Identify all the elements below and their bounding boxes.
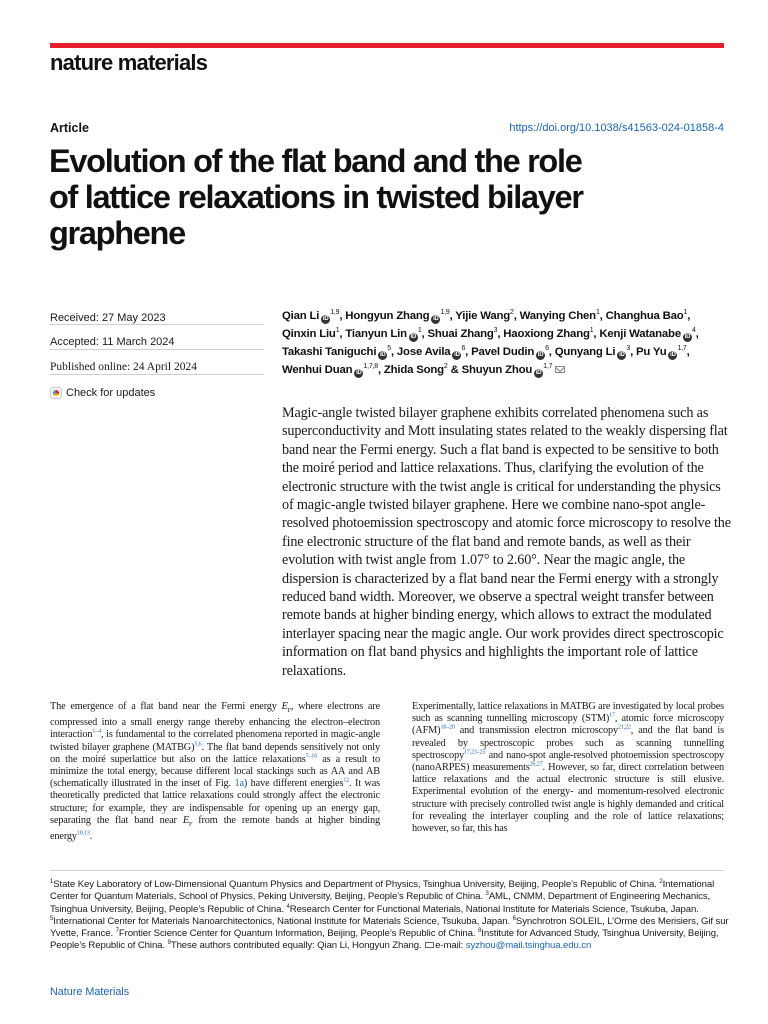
author-name[interactable]: Jose Avila $iD^6$ (396, 345, 466, 358)
author-name[interactable]: Haoxiong Zhang$^1$ (503, 327, 594, 340)
author-name[interactable]: Wanying Chen$^1$ (519, 309, 600, 322)
email-icon (425, 942, 434, 948)
author-name[interactable]: Shuyun Zhou iD$^{1,7}$ (462, 364, 566, 376)
citation-link[interactable]: 18–20 (440, 724, 455, 731)
body-column-left (50, 701, 380, 843)
author-name[interactable]: Zhida Song$^2$ (383, 363, 448, 376)
orcid-icon[interactable]: iD (535, 370, 542, 376)
journal-accent-bar (50, 43, 724, 48)
figure-link[interactable]: 1a (234, 778, 244, 790)
article-type-label: Article (50, 121, 89, 135)
received-date: Received: 27 May 2023 (50, 312, 166, 324)
affiliations-footnote: $^1$State Key Laboratory of Low-Dimensional Quantum Physics and Department of Physics, Tsinghua University, Beijing, People’s Republic of China. $^2$International Center for Quantum Materials, School of Physics, Peking University, Beijing, People’s Republic of China. $^3$AML, CNMM, Department of Engineering Mechanics, Tsinghua University, Beijing, People’s Republic of China. $^4$Research Center for Functional Materials, National Institute for Materials Science, Tsukuba, Japan. $^5$International Center for Materials Nanoarchitectonics, National Institute for Materials Science, Tsukuba, Japan. $^6$Synchrotron SOLEIL, L’Orme des Merisiers, Gif sur Yvette, France. $^7$Frontier Science Center for Quantum Information, Beijing, People’s Republic of China. $^8$Institute for Advanced Study, Tsinghua University, Beijing, People’s Republic of China. $^9$These authors contributed equally: Qian Li, Hongyun Zhang. e-mail: syzhou@mail.tsinghua.edu.cn (50, 878, 729, 952)
author-name[interactable]: Changhua Bao$^1$ (605, 309, 688, 322)
author-name[interactable]: Pu Yu iD$^{1,7}$ (636, 345, 687, 358)
citation-link[interactable]: 7–16 (305, 753, 318, 760)
author-name[interactable]: Shuai Zhang$^3$ (427, 327, 498, 340)
citation-link[interactable]: 12 (343, 777, 350, 784)
check-for-updates-icon (50, 387, 62, 399)
title-line-1: Evolution of the flat band and the role (49, 143, 582, 179)
footer-journal-name[interactable]: Nature Materials (50, 986, 130, 998)
email-icon[interactable] (555, 366, 565, 373)
author-name[interactable]: Tianyun Lin $iD^1$ (345, 327, 422, 340)
orcid-icon[interactable]: iD (433, 316, 439, 322)
published-date: Published online: 24 April 2024 (50, 349, 264, 374)
orcid-icon[interactable]: iD (410, 334, 417, 340)
author-name[interactable]: Qinxin Liu$^1$ (282, 327, 340, 340)
footnote-divider (50, 870, 724, 871)
doi-link[interactable]: https://doi.org/10.1038/s41563-024-01858-4 (509, 122, 724, 134)
author-name[interactable]: Wenhui Duan iD$^{1,7,8}$ (282, 363, 378, 376)
orcid-icon[interactable]: iD (322, 316, 329, 322)
journal-logo: nature materials (50, 50, 208, 75)
orcid-icon[interactable]: iD (670, 352, 676, 358)
author-name[interactable]: Takashi Taniguchi $iD^5$ (282, 345, 391, 358)
author-name[interactable]: Pavel Dudin $iD^6$ (471, 345, 549, 358)
accepted-date: Accepted: 11 March 2024 (50, 324, 264, 349)
body-column-right (394, 701, 724, 835)
citation-link[interactable]: 17,23–25 (463, 749, 486, 756)
citation-link[interactable]: 5,6 (194, 741, 202, 748)
title-line-2: of lattice relaxations in twisted bilayer (49, 179, 583, 215)
body-paragraph: The emergence of a flat band near the Fermi energy $E_F$, where electrons are compressed into a small energy range thereby enhancing the electron–electron interaction$^{1-4}$, is fundamental to the correlated phenomena reported in magic-angle twisted bilayer graphene (MATBG)$^{5,6}$. The flat band depends sensitively not only on the moiré superlattice but also on the lattice relaxations$^{7-16}$ as a result to minimize the total energy, because different local stackings such as AA and AB (schematically illustrated in the inset of Fig. 1a) have different energies$^{12}$. It was theoretically predicted that lattice relaxations could strongly affect the electronic structure; for example, they are indispensable for opening up an energy gap, separating the flat band near $E_F$ from the remote bands at higher binding energy$^{10,13}$. (50, 701, 381, 843)
check-for-updates-label: Check for updates (66, 386, 156, 399)
orcid-icon[interactable]: iD (619, 352, 625, 358)
orcid-icon[interactable]: iD (356, 370, 362, 376)
citation-link[interactable]: 1–4 (92, 729, 101, 736)
publication-dates (50, 300, 264, 399)
orcid-icon[interactable]: iD (379, 352, 386, 358)
orcid-icon[interactable]: iD (454, 352, 460, 358)
author-list: Qian Li iD$^{1,9}$, Hongyun Zhang iD$^{1,9}$, Yijie Wang$^2$, Wanying Chen$^1$, Changhua Bao$^1$, Qinxin Liu$^1$, Tianyun Lin $iD^1$, Shuai Zhang$^3$, Haoxiong Zhang$^1$, Kenji Watanabe $iD^4$, Takashi Taniguchi $iD^5$, Jose Avila $iD^6$, Pavel Dudin $iD^6$, Qunyang Li $iD^3$, Pu Yu iD$^{1,7}$, Wenhui Duan iD$^{1,7,8}$, Zhida Song$^2$ & Shuyun Zhou iD$^{1,7}$ (282, 309, 699, 376)
citation-link[interactable]: 10,13 (76, 830, 90, 837)
article-title (49, 143, 729, 251)
author-name[interactable]: Qunyang Li $iD^3$ (554, 345, 631, 358)
author-name[interactable]: Hongyun Zhang iD$^{1,9}$ (345, 309, 450, 322)
citation-link[interactable]: 26,27 (529, 761, 543, 768)
corresponding-email-link[interactable]: syzhou@mail.tsinghua.edu.cn (465, 940, 592, 952)
abstract: Magic-angle twisted bilayer graphene exhibits correlated phenomena such as superconductivity and Mott insulating states related to the weakly dispersing flat band near the Fermi energy. Such a flat band is expected to be sensitive to both the moiré period and lattice relaxations. Thus, clarifying the evolution of the electronic structure with the twist angle is critical for understanding the physics of magic-angle twisted bilayer graphene. Here we combine nano-spot angle-resolved photoemission spectroscopy and atomic force microscopy to resolve the fine electronic structure of the flat band and remote bands, as well as their evolution with twist angle from 1.07° to 2.60°. Near the magic angle, the dispersion is characterized by a flat band near the Fermi energy with a strongly reduced band width. Moreover, we observe a spectral weight transfer between remote bands at higher binding energy, which allows to extract the modulated interlayer spacing near the magic angle. Our work provides direct spectroscopic information on flat band physics and highlights the important role of lattice relaxations. (282, 405, 731, 679)
body-paragraph: Experimentally, lattice relaxations in MATBG are investigated by local probes such as scanning tunnelling microscopy (STM)$^{17}$, atomic force microscopy (AFM)$^{18-20}$ and transmission electron microscopy$^{21,22}$, and the flat band is revealed by spectroscopic probes such as scanning tunnelling spectroscopy$^{17,23-25}$ and nano-spot angle-resolved photoemission spectroscopy (nanoARPES) measurements$^{26,27}$. However, so far, direct correlation between lattice relaxations and the actual electronic structure is still elusive. Experimental evolution of the energy- and momentum-resolved electronic structure with precisely controlled twist angle is highly demanded and critical for revealing the interlayer coupling and the role of lattice relaxations; however, so far, this has (412, 701, 724, 835)
author-name[interactable]: Qian Li iD$^{1,9}$ (282, 309, 340, 322)
orcid-icon[interactable]: iD (537, 352, 544, 358)
author-name[interactable]: Yijie Wang$^2$ (455, 309, 514, 322)
citation-link[interactable]: 21,22 (618, 724, 631, 731)
check-for-updates-button[interactable] (50, 374, 264, 399)
title-line-3: graphene (49, 215, 185, 251)
citation-link[interactable]: 17 (609, 712, 615, 719)
orcid-icon[interactable]: iD (684, 334, 691, 340)
author-name[interactable]: Kenji Watanabe $iD^4$ (599, 327, 696, 340)
